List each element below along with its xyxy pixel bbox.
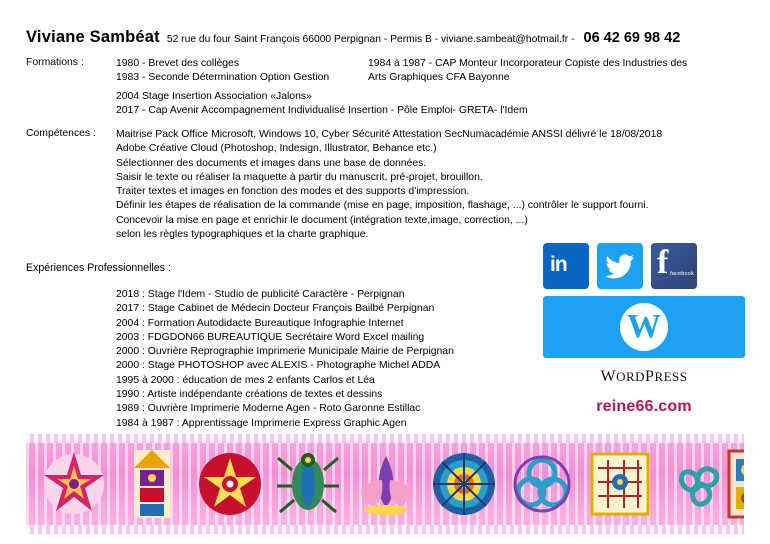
formations-column-right bbox=[368, 57, 687, 85]
formation-item: 1983 - Seconde Détermination Option Gestion bbox=[116, 72, 330, 84]
competence-item: Adobe Créative Cloud (Photoshop, Indesign, Illustrator, Behance etc.) bbox=[116, 143, 437, 155]
wordpress-wordmark-w: W bbox=[600, 368, 617, 385]
experience-item: 2000 : Stage PHOTOSHOP avec ALEXIS - Photographe Michel ADDA bbox=[116, 360, 441, 372]
star-mandala-motif bbox=[38, 446, 110, 522]
page-title: Viviane Sambéat bbox=[26, 28, 160, 46]
linkedin-icon[interactable] bbox=[543, 243, 589, 289]
banner-top-edge bbox=[26, 434, 744, 443]
competence-item: selon les règles typographiques et la charte graphique. bbox=[116, 229, 369, 241]
experience-item: 2000 : Ouvrière Reprographie Imprimerie Municipale Mairie de Perpignan bbox=[116, 346, 454, 358]
lotus-flame-motif bbox=[350, 446, 422, 522]
competence-item: Sélectionner des documents et images dans une base de données. bbox=[116, 157, 427, 169]
competence-item: Saisir le texte ou réaliser la maquette à partir du manuscrit, pré-projet, brouillon. bbox=[116, 171, 483, 183]
formation-item: 1984 à 1987 - CAP Monteur Incorporateur Copiste des Industries des bbox=[368, 58, 688, 69]
banner-bottom-edge bbox=[26, 525, 744, 534]
triquetra-motif bbox=[506, 446, 578, 522]
formations-extra bbox=[116, 90, 528, 118]
wordpress-wordmark-ord: ORD bbox=[616, 369, 646, 384]
wordpress-wordmark bbox=[543, 368, 745, 386]
experience-item: 1984 à 1987 : Apprentissage Imprimerie Express Graphic Agen bbox=[116, 417, 407, 429]
website-url[interactable]: reine66.com bbox=[596, 398, 692, 415]
experience-item: 2018 : Stage l'Idem - Studio de publicité Caractère - Perpignan bbox=[116, 289, 405, 300]
experience-item: 2017 : Stage Cabinet de Médecin Docteur François Bailbé Perpignan bbox=[116, 303, 435, 315]
social-links bbox=[543, 243, 697, 289]
scarab-motif bbox=[272, 446, 344, 522]
decorative-banner bbox=[26, 434, 744, 534]
facebook-wordmark: facebook bbox=[670, 271, 694, 277]
phone-number: 06 42 69 98 42 bbox=[583, 30, 681, 46]
formation-item: Arts Graphiques CFA Bayonne bbox=[368, 72, 510, 84]
facebook-letter: f bbox=[657, 244, 669, 281]
alchemy-square-motif bbox=[584, 446, 656, 522]
facebook-icon[interactable] bbox=[651, 243, 697, 289]
experience-item: 2004 : Formation Autodidacte Bureautique Infographie Internet bbox=[116, 317, 404, 329]
wordpress-icon bbox=[620, 303, 668, 351]
ornate-panel-motif bbox=[726, 446, 744, 522]
totem-motif bbox=[116, 446, 188, 522]
red-rosette-motif bbox=[194, 446, 266, 522]
blue-mandala-motif bbox=[428, 446, 500, 522]
competence-item: Maitrise Pack Office Microsoft, Windows 10, Cyber Sécurité Attestation SecNumacadémie ANSSI délivré le 18/08/2018 bbox=[116, 129, 663, 140]
cv-header bbox=[26, 28, 746, 47]
formations-column-left bbox=[116, 57, 329, 85]
competence-item: Définir les étapes de réalisation de la commande (mise en page, imposition, flashage, ...) contrôler le support fourni. bbox=[116, 200, 649, 212]
experience-item: 1995 à 2000 : éducation de mes 2 enfants Carlos et Léa bbox=[116, 374, 375, 386]
competence-item: Traiter textes et images en fonction des modes et des supports d'impression. bbox=[116, 186, 470, 198]
experience-item: 2003 : FDGDON66 BUREAUTIQUE Secrétaire Word Excel mailing bbox=[116, 331, 425, 343]
formations-label: Formations : bbox=[26, 57, 84, 68]
formation-item: 2017 - Cap Avenir Accompagnement Individualisé Insertion - Pôle Emploi- GRETA- l'Idem bbox=[116, 105, 528, 117]
wordpress-wordmark-p: P bbox=[645, 368, 655, 385]
twitter-bird-icon bbox=[605, 254, 635, 279]
experience-item: 1989 : Ouvrière Imprimerie Moderne Agen - Roto Garonne Estillac bbox=[116, 403, 421, 415]
wordpress-mark: W bbox=[627, 308, 661, 345]
formation-item: 1980 - Brevet des collèges bbox=[116, 58, 240, 69]
twitter-icon[interactable] bbox=[597, 243, 643, 289]
contact-line: 52 rue du four Saint François 66000 Perpignan - Permis B - viviane.sambeat@hotmail.fr - bbox=[166, 34, 575, 45]
experience-item: 1990 : Artiste indépendante créations de textes et dessins bbox=[116, 389, 383, 401]
wordpress-logo-panel[interactable] bbox=[543, 296, 745, 358]
competence-item: Concevoir la mise en page et enrichir le document (intégration texte,image, correction, ...) bbox=[116, 214, 528, 226]
competences-list bbox=[116, 128, 746, 242]
formation-item: 2004 Stage Insertion Association «Jalons» bbox=[116, 91, 312, 102]
wordpress-wordmark-ress: RESS bbox=[654, 369, 688, 384]
linkedin-label: in bbox=[550, 253, 567, 276]
experiences-list bbox=[116, 288, 546, 431]
triskelion-motif bbox=[662, 446, 734, 522]
experiences-label: Expériences Professionnelles : bbox=[26, 262, 171, 274]
competences-label: Compétences : bbox=[26, 128, 96, 139]
